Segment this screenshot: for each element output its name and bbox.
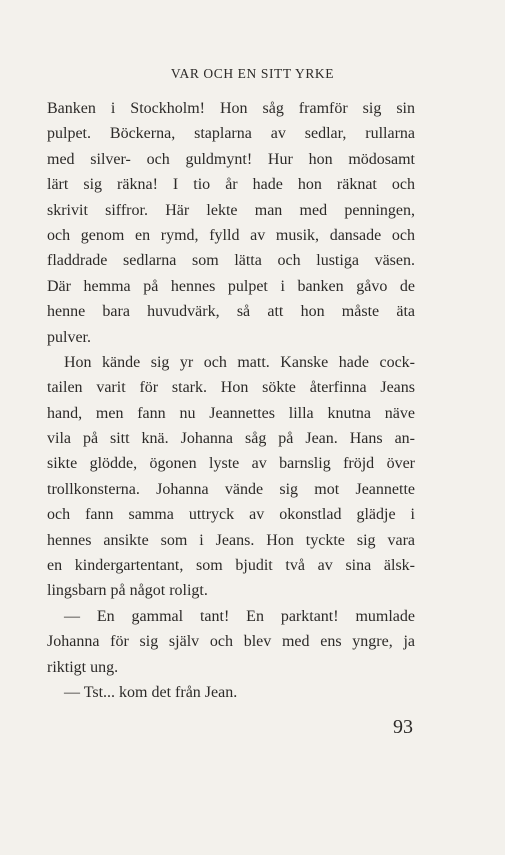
text-line: pulver.	[47, 328, 91, 346]
text-line: och fann samma uttryck av okonstlad glädje i	[47, 506, 415, 524]
body-text	[47, 96, 415, 705]
text-line: — Tst... kom det från Jean.	[64, 683, 238, 701]
text-line: hand, men fann nu Jeannettes lilla knutna näve	[47, 404, 415, 422]
text-line: skrivit siffror. Här lekte man med penningen,	[47, 201, 415, 219]
text-line: hennes ansikte som i Jeans. Hon tyckte sig vara	[47, 531, 415, 549]
text-line: med silver- och guldmynt! Hur hon mödosamt	[47, 150, 415, 168]
text-line: tailen varit för stark. Hon sökte återfinna Jeans	[47, 379, 415, 397]
text-line: Johanna för sig själv och blev med ens yngre, ja	[47, 633, 415, 651]
text-line: och genom en rymd, fylld av musik, dansade och	[47, 226, 415, 244]
text-line: Hon kände sig yr och matt. Kanske hade cock-	[64, 353, 415, 371]
text-line: lingsbarn på något roligt.	[47, 582, 208, 600]
text-line: en kindergartentant, som bjudit två av sina älsk-	[47, 557, 415, 575]
page-number: 93	[393, 716, 413, 738]
text-line: riktigt ung.	[47, 658, 119, 676]
text-line: — En gammal tant! En parktant! mumlade	[64, 607, 415, 625]
text-line: sikte glödde, ögonen lyste av barnslig fröjd över	[47, 455, 415, 473]
text-line: Banken i Stockholm! Hon såg framför sig sin	[47, 100, 415, 117]
text-line: lärt sig räkna! I tio år hade hon räknat och	[47, 176, 415, 194]
running-head: VAR OCH EN SITT YRKE	[170, 66, 335, 81]
text-line: fladdrade sedlarna som lätta och lustiga väsen.	[47, 252, 415, 270]
text-line: trollkonsterna. Johanna vände sig mot Jeannette	[47, 480, 415, 498]
text-line: Där hemma på hennes pulpet i banken gåvo de	[47, 277, 415, 295]
text-line: henne bara huvudvärk, så att hon måste äta	[47, 303, 415, 321]
text-line: vila på sitt knä. Johanna såg på Jean. Hans an-	[47, 430, 415, 448]
text-line: pulpet. Böckerna, staplarna av sedlar, rullarna	[47, 125, 415, 143]
